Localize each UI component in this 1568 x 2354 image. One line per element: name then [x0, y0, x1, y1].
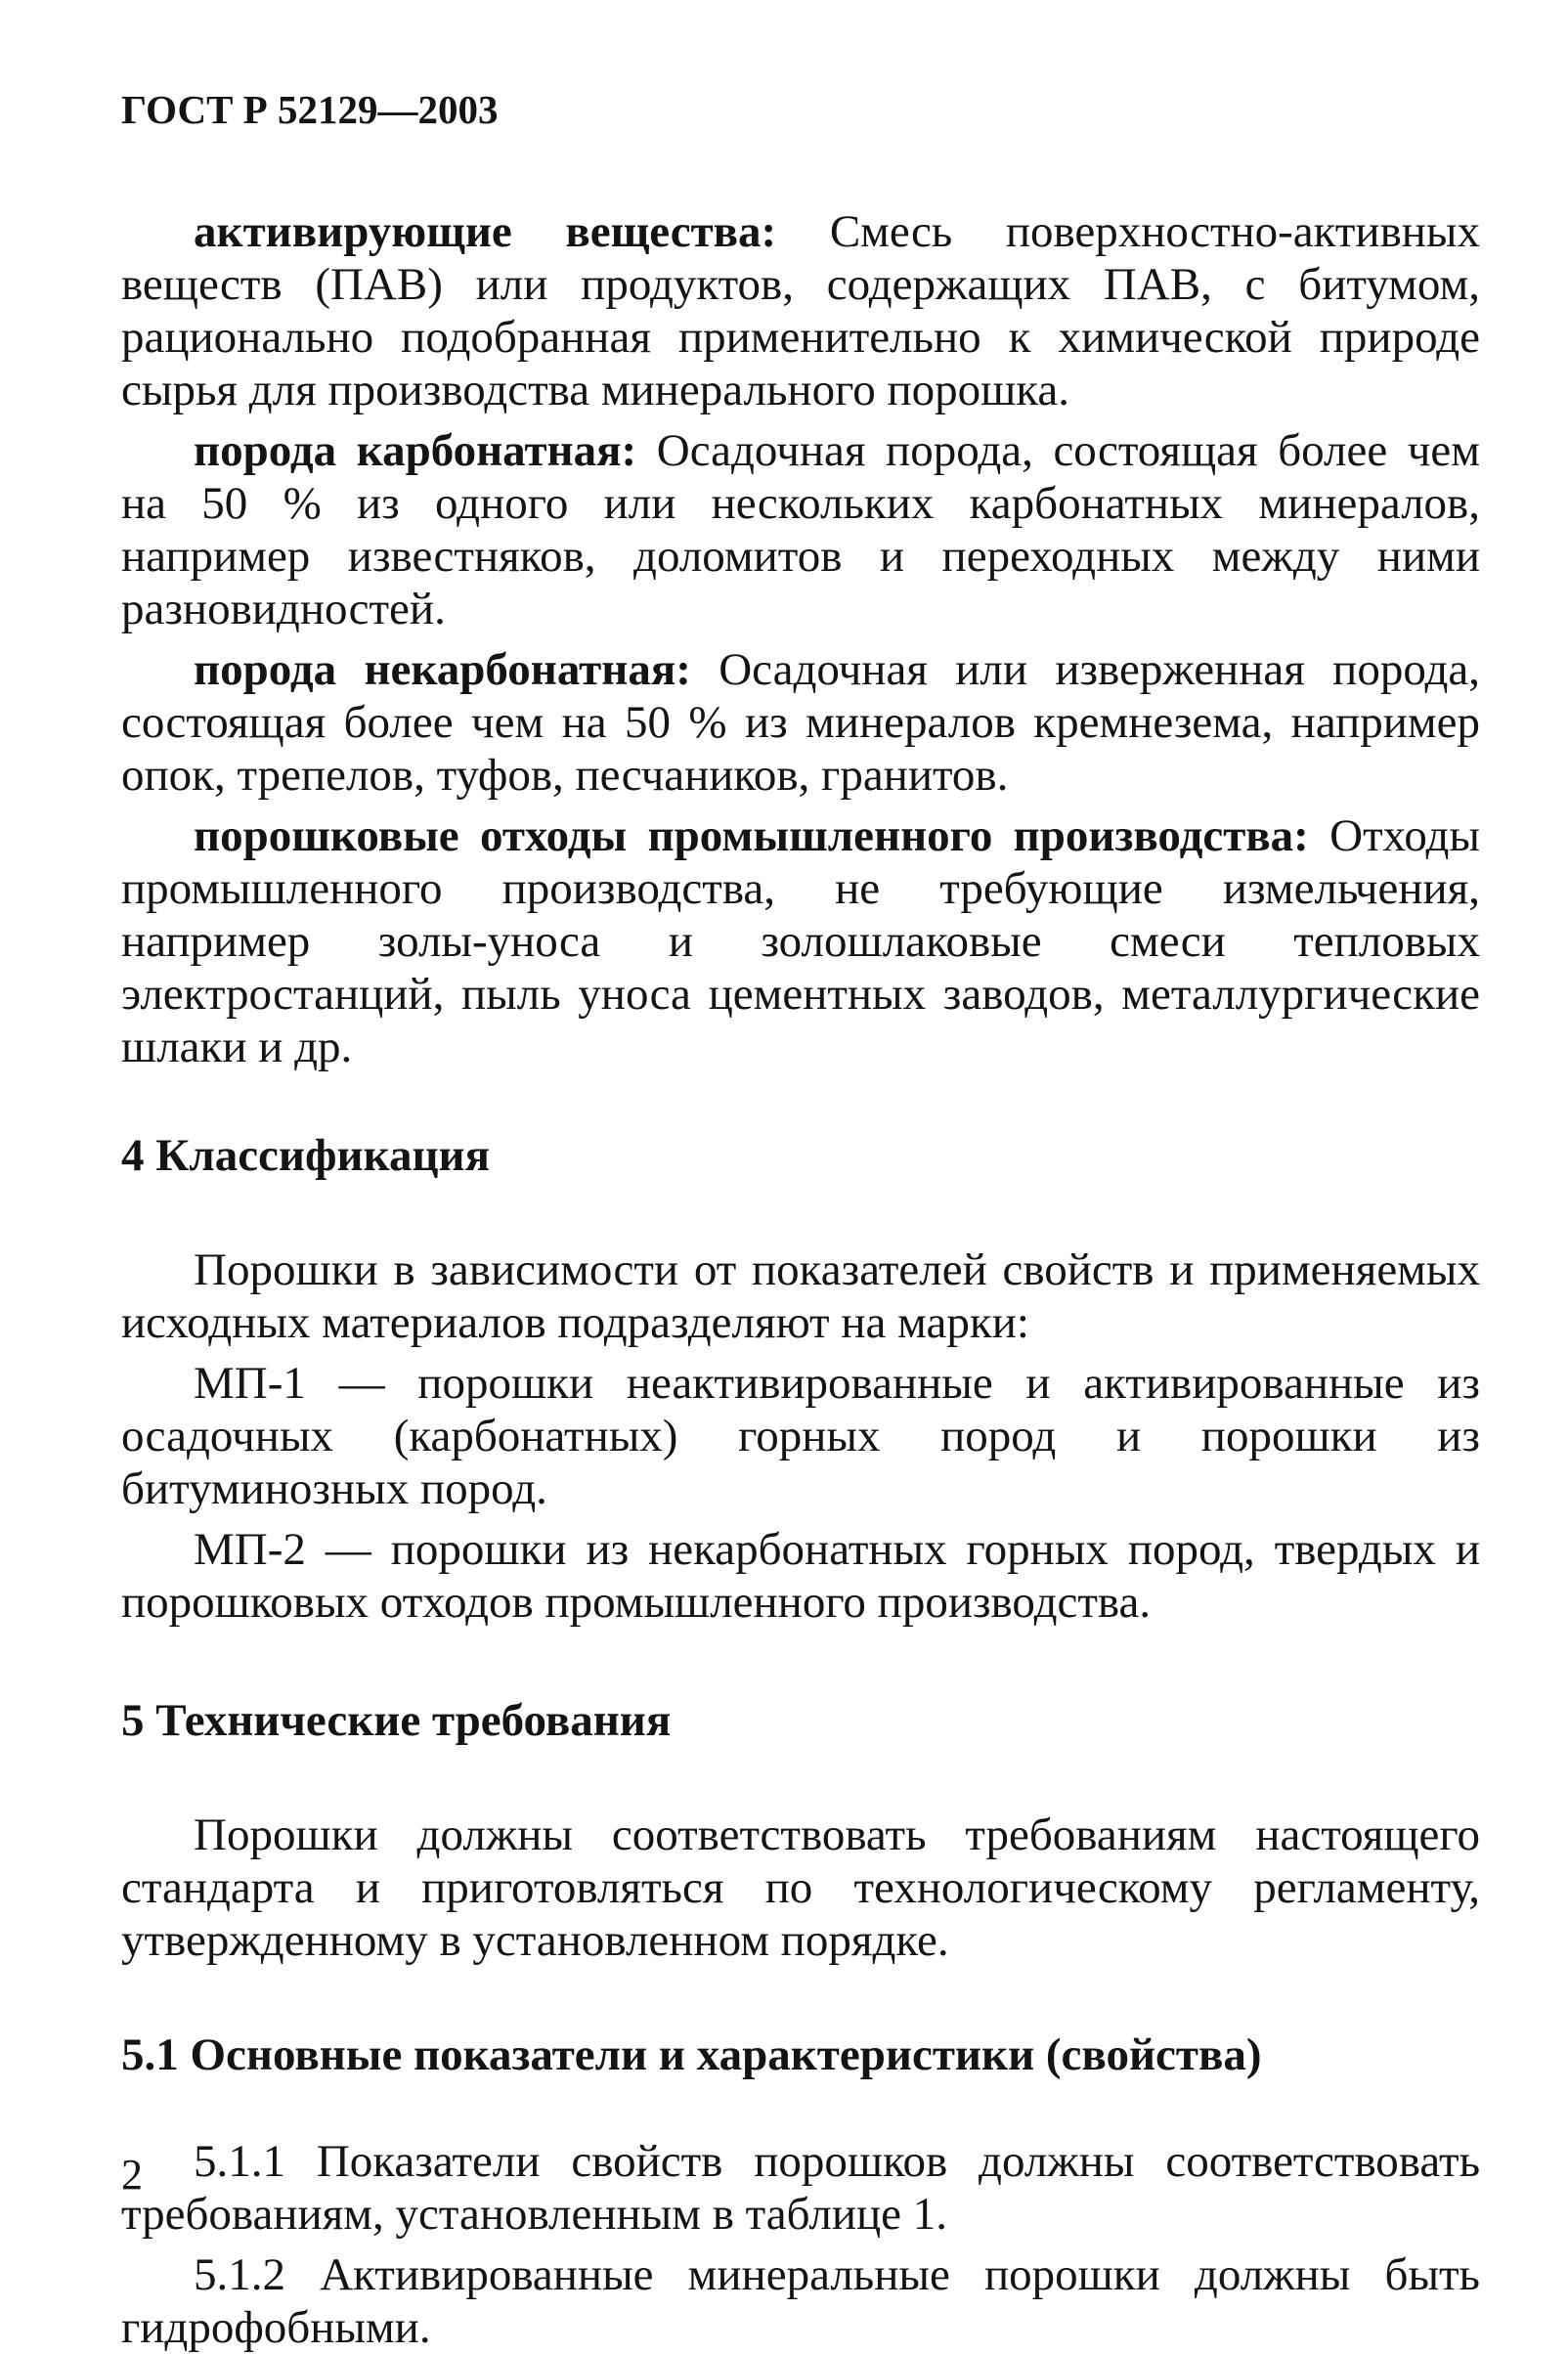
- definition-carbonate-rock: [121, 424, 1480, 635]
- definition-term: порода карбонатная:: [194, 425, 637, 476]
- section-paragraph: МП-2 — порошки из некарбонатных горных пород, твердых и порошковых отходов промышленного производства.: [121, 1524, 1480, 1628]
- section-paragraph: МП-1 — порошки неактивированные и активированные из осадочных (карбонатных) горных пород и порошки из битуминозных пород.: [121, 1358, 1480, 1514]
- definitions-block: [121, 205, 1480, 1073]
- section-classification: [121, 1128, 1480, 1629]
- definition-text: Отходы промышленного производства, не требующие измельчения, например золы-уноса и золошлаковые смеси тепловых электростанций, пыль уноса цементных заводов, металлургические шлаки и др.: [121, 810, 1480, 1072]
- definition-text: Осадочная или изверженная порода, состоящая более чем на 50 % из минералов кремнезема, например опок, трепелов, туфов, песчаников, гранитов.: [121, 644, 1480, 801]
- definition-noncarbonate-rock: [121, 643, 1480, 802]
- definition-term: порошковые отходы промышленного производства:: [194, 810, 1309, 861]
- page-number: 2: [121, 2151, 143, 2199]
- section-technical-requirements: [121, 1693, 1480, 1967]
- section-title: 5 Технические требования: [121, 1695, 672, 1746]
- section-main-indicators: [121, 2027, 1480, 2354]
- definition-term: порода некарбонатная:: [194, 644, 691, 695]
- section-paragraph: 5.1.1 Показатели свойств порошков должны соответствовать требованиям, установленным в таблице 1.: [121, 2136, 1480, 2240]
- document-header: ГОСТ Р 52129—2003: [121, 87, 499, 132]
- section-title: 4 Классификация: [121, 1130, 491, 1181]
- subsection-title: 5.1 Основные показатели и характеристики (свойства): [121, 2029, 1262, 2080]
- section-paragraph: Порошки в зависимости от показателей свойств и применяемых исходных материалов подразделяют на марки:: [121, 1244, 1480, 1348]
- definition-industrial-waste: [121, 809, 1480, 1073]
- definition-text: Осадочная порода, состоящая более чем на 50 % из одного или нескольких карбонатных минералов, например известняков, доломитов и переходных между ними разновидностей.: [121, 425, 1480, 634]
- definition-activating-substances: [121, 205, 1480, 416]
- section-paragraph: 5.1.2 Активированные минеральные порошки должны быть гидрофобными.: [121, 2249, 1480, 2353]
- document-page: [121, 86, 1480, 2354]
- definition-text: Смесь поверхностно-активных веществ (ПАВ) или продуктов, содержащих ПАВ, с битумом, рационально подобранная применительно к химической природе сырья для производства минерального порошка.: [121, 206, 1480, 415]
- section-paragraph: Порошки должны соответствовать требованиям настоящего стандарта и приготовляться по технологическому регламенту, утвержденному в установленном порядке.: [121, 1809, 1480, 1966]
- definition-term: активирующие вещества:: [194, 206, 777, 257]
